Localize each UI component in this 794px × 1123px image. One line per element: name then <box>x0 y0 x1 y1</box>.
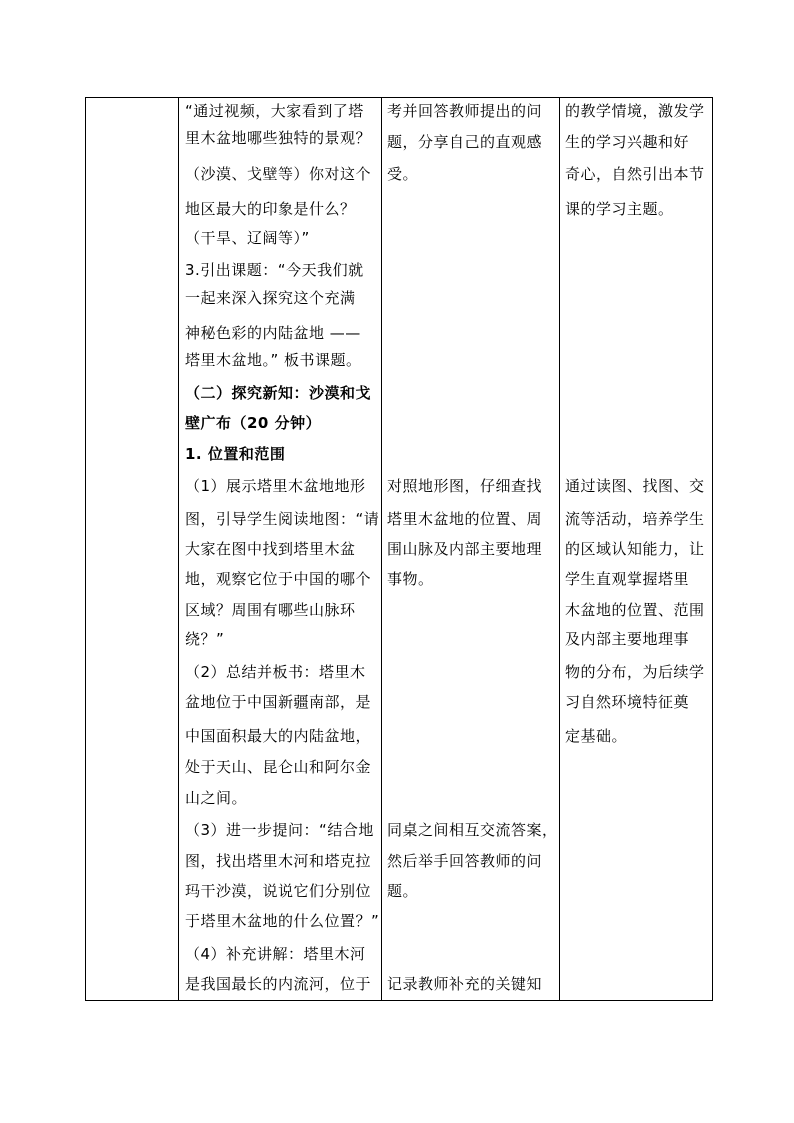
content-line: “通过视频，大家看到了塔 <box>185 102 364 120</box>
content-line: 于塔里木盆地的什么位置？” <box>185 912 380 930</box>
student-activity-cell <box>382 98 560 1001</box>
content-line: 课的学习主题。 <box>565 200 674 218</box>
table-row <box>86 98 713 1001</box>
content-line: 同桌之间相互交流答案， <box>387 821 558 839</box>
content-line: 题，分享自己的直观感 <box>387 133 543 151</box>
content-line: 塔里木盆地的位置、周 <box>387 510 543 528</box>
content-line: 考并回答教师提出的问 <box>387 102 543 120</box>
content-line: 奇心，自然引出本节 <box>565 165 705 183</box>
content-line: 物的分布，为后续学 <box>565 663 705 681</box>
lesson-plan-table <box>85 97 713 1001</box>
design-purpose-cell <box>560 98 713 1001</box>
content-line: 生的学习兴趣和好 <box>565 133 690 151</box>
content-line: 玛干沙漠，说说它们分别位 <box>185 882 372 900</box>
content-line: 3.引出课题：“今天我们就 <box>185 261 364 279</box>
content-line: 大家在图中找到塔里木盆 <box>185 540 356 558</box>
content-line: 图，引导学生阅读地图：“请 <box>185 510 380 528</box>
content-line: 定基础。 <box>565 727 628 745</box>
content-line: 神秘色彩的内陆盆地 —— <box>185 324 361 342</box>
content-line: （1）展示塔里木盆地地形 <box>185 477 366 495</box>
content-line: 绕？” <box>185 630 225 648</box>
content-line: 事物。 <box>387 570 434 588</box>
content-line: 流等活动，培养学生 <box>565 510 705 528</box>
content-line: （沙漠、戈壁等）你对这个 <box>185 165 372 183</box>
content-line: （4）补充讲解：塔里木河 <box>185 945 366 963</box>
content-line: （3）进一步提问：“结合地 <box>185 821 374 839</box>
content-line: 山之间。 <box>185 789 248 807</box>
content-line: 的区域认知能力，让 <box>565 540 705 558</box>
content-line: 区域？周围有哪些山脉环 <box>185 601 356 619</box>
content-line: 然后举手回答教师的问 <box>387 852 543 870</box>
section-label-cell <box>86 98 179 1001</box>
content-line: 盆地位于中国新疆南部，是 <box>185 693 372 711</box>
content-line: 的教学情境，激发学 <box>565 102 705 120</box>
content-line: 围山脉及内部主要地理 <box>387 540 543 558</box>
content-line: 地区最大的印象是什么？ <box>185 200 356 218</box>
content-line: 通过读图、找图、交 <box>565 477 705 495</box>
content-line: 记录教师补充的关键知 <box>387 975 543 993</box>
content-line: 是我国最长的内流河，位于 <box>185 975 372 993</box>
content-line: 地，观察它位于中国的哪个 <box>185 570 372 588</box>
content-line: 塔里木盆地。” 板书课题。 <box>185 351 362 369</box>
content-line: 里木盆地哪些独特的景观？ <box>185 129 372 147</box>
content-line: （2）总结并板书：塔里木 <box>185 663 366 681</box>
section-heading: （二）探究新知：沙漠和戈 <box>185 384 372 402</box>
content-line: 题。 <box>387 882 419 900</box>
content-line: 中国面积最大的内陆盆地， <box>185 727 372 745</box>
subsection-heading: 1. 位置和范围 <box>185 445 286 463</box>
content-line: 图，找出塔里木河和塔克拉 <box>185 852 372 870</box>
content-line: 受。 <box>387 165 419 183</box>
content-line: 对照地形图，仔细查找 <box>387 477 543 495</box>
teacher-activity-cell <box>179 98 382 1001</box>
content-line: （干旱、辽阔等）” <box>185 229 310 247</box>
content-line: 习自然环境特征奠 <box>565 693 690 711</box>
section-heading: 壁广布（20 分钟） <box>185 414 322 432</box>
content-line: 木盆地的位置、范围 <box>565 601 705 619</box>
content-line: 及内部主要地理事 <box>565 630 690 648</box>
content-line: 一起来深入探究这个充满 <box>185 289 356 307</box>
content-line: 处于天山、昆仑山和阿尔金 <box>185 758 372 776</box>
content-line: 学生直观掌握塔里 <box>565 570 690 588</box>
